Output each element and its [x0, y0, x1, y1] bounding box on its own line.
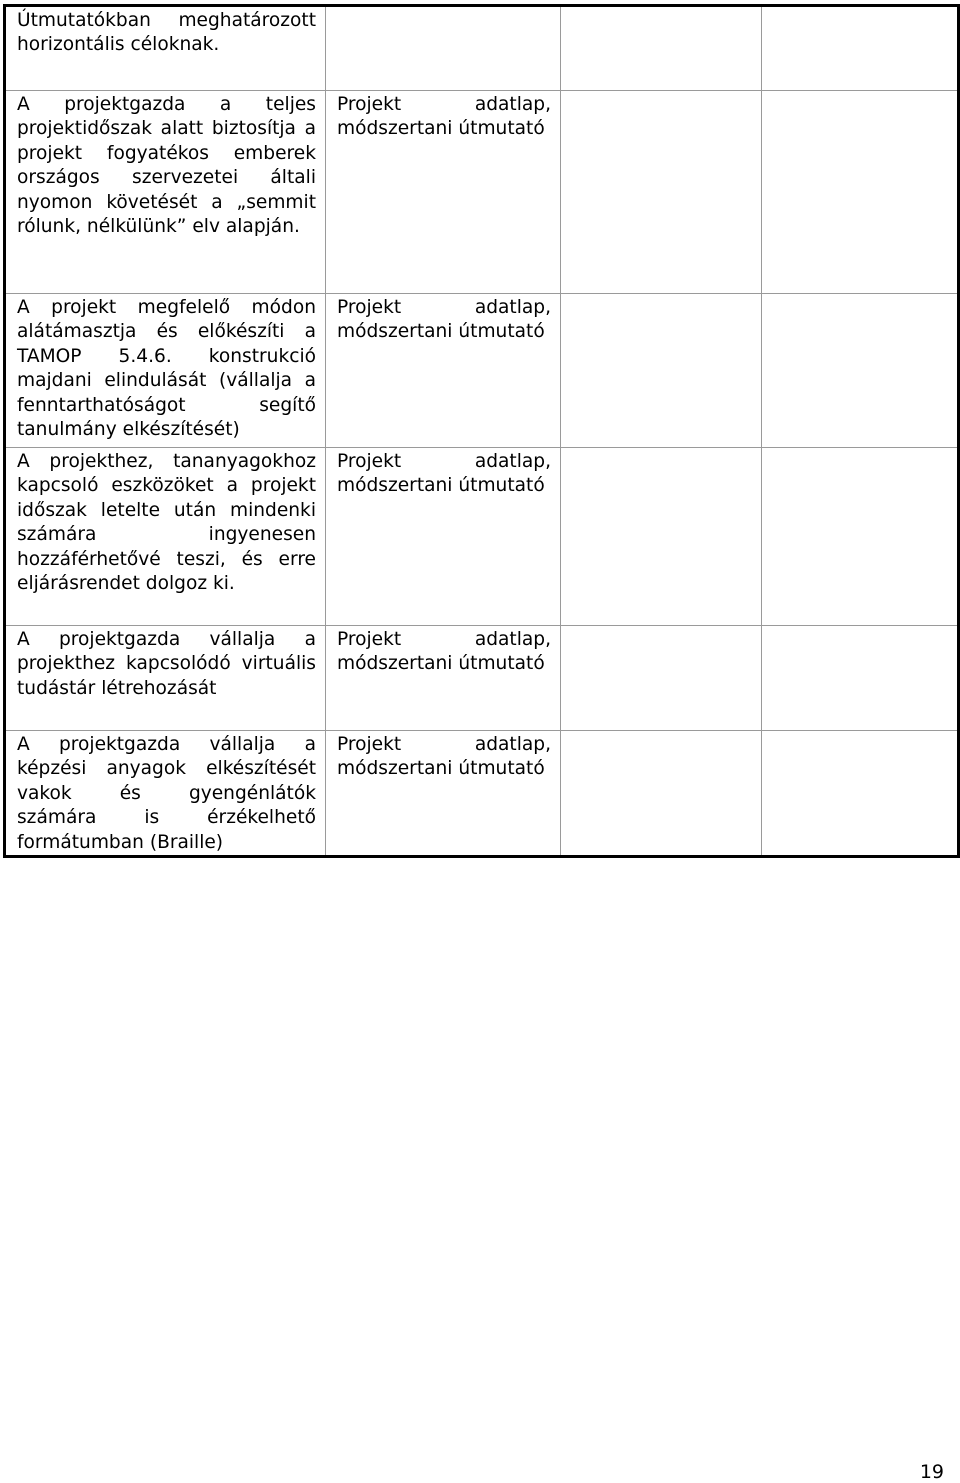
- source-text: Projekt adatlap, módszertani útmutató: [337, 94, 551, 140]
- requirement-cell: [5, 448, 326, 626]
- requirement-cell: [5, 294, 326, 448]
- requirement-cell: [5, 731, 326, 857]
- source-text: Projekt adatlap, módszertani útmutató: [337, 734, 551, 780]
- source-cell: [326, 626, 561, 731]
- source-cell: [326, 448, 561, 626]
- requirement-cell: [5, 6, 326, 91]
- requirement-cell: [5, 91, 326, 294]
- requirement-text: A projektgazda vállalja a képzési anyagok elkészítését vakok és gyengénlátók számára is érzékelhető formátumban (Braille): [17, 734, 316, 853]
- requirement-text: A projekt megfelelő módon alátámasztja és előkészíti a TAMOP 5.4.6. konstrukció majdani elindulását (vállalja a fenntarthatóságot segítő tanulmány elkészítését): [17, 297, 316, 441]
- requirement-text: Útmutatókban meghatározott horizontális céloknak.: [17, 10, 316, 56]
- source-cell: [326, 91, 561, 294]
- empty-cell: [561, 91, 762, 294]
- empty-cell: [762, 731, 959, 857]
- empty-cell: [762, 6, 959, 91]
- source-cell: [326, 294, 561, 448]
- source-cell: [326, 731, 561, 857]
- empty-cell: [561, 731, 762, 857]
- criteria-table: [3, 4, 960, 858]
- table-row: [5, 91, 959, 294]
- empty-cell: [561, 448, 762, 626]
- table-row: [5, 6, 959, 91]
- source-text: Projekt adatlap, módszertani útmutató: [337, 629, 551, 675]
- requirement-cell: [5, 626, 326, 731]
- empty-cell: [762, 294, 959, 448]
- source-cell: [326, 6, 561, 91]
- requirement-text: A projektgazda vállalja a projekthez kapcsolódó virtuális tudástár létrehozását: [17, 629, 316, 699]
- table-row: [5, 626, 959, 731]
- requirement-text: A projektgazda a teljes projektidőszak alatt biztosítja a projekt fogyatékos emberek országos szervezetei általi nyomon követését a „semmit rólunk, nélkülünk” elv alapján.: [17, 94, 316, 238]
- table-row: [5, 731, 959, 857]
- empty-cell: [561, 626, 762, 731]
- empty-cell: [762, 91, 959, 294]
- empty-cell: [762, 448, 959, 626]
- table-row: [5, 294, 959, 448]
- empty-cell: [762, 626, 959, 731]
- source-text: Projekt adatlap, módszertani útmutató: [337, 451, 551, 497]
- empty-cell: [561, 294, 762, 448]
- source-text: Projekt adatlap, módszertani útmutató: [337, 297, 551, 343]
- empty-cell: [561, 6, 762, 91]
- page-number: 19: [919, 1461, 944, 1483]
- requirement-text: A projekthez, tananyagokhoz kapcsoló eszközöket a projekt időszak letelte után mindenki számára ingyenesen hozzáférhetővé teszi, és erre eljárásrendet dolgoz ki.: [17, 451, 316, 595]
- table-row: [5, 448, 959, 626]
